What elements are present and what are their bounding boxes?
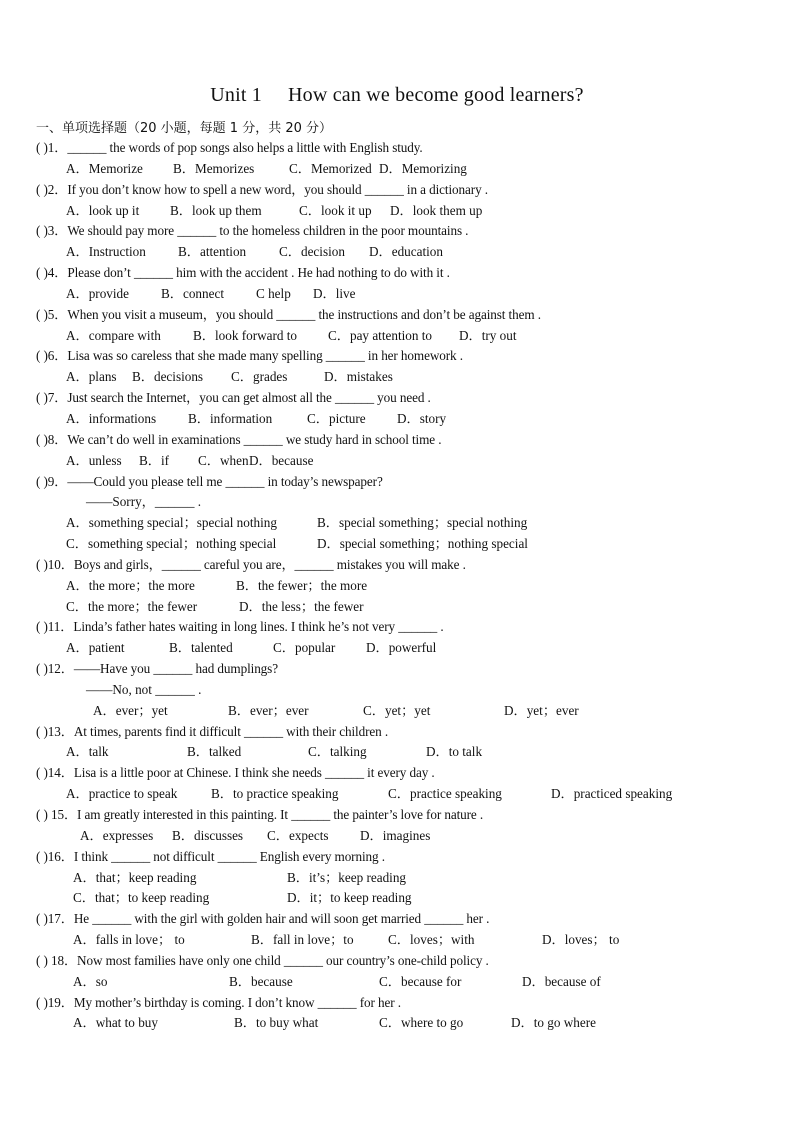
answer-option: B．Memorizes [173, 160, 255, 176]
answer-option: D．practiced speaking [551, 786, 673, 802]
question-stem: ( )9．——Could you please tell me ______ in today’s newspaper? [36, 473, 383, 489]
answer-option: C．yet；yet [363, 702, 431, 718]
options-row [36, 326, 776, 347]
answer-option: A．unless [66, 452, 122, 468]
unit-label: Unit 1 [210, 84, 263, 106]
answer-option: B．to buy what [234, 1015, 319, 1031]
answer-option: D．story [397, 410, 447, 426]
answer-option: B．fall in love；to [251, 932, 354, 948]
answer-option: C．picture [307, 410, 366, 426]
options-row [36, 888, 776, 909]
answer-option: C．talking [308, 744, 367, 760]
answer-option: D．try out [459, 327, 517, 343]
answer-option: C．expects [267, 827, 329, 843]
answer-option: D．live [313, 285, 356, 301]
answer-option: A．provide [66, 285, 129, 301]
answer-option: C．something special；nothing special [66, 536, 277, 552]
answer-option: D．to go where [511, 1015, 596, 1031]
question-stem: ( )5．When you visit a museum，you should ______ the instructions and don’t be against them . [36, 306, 541, 322]
options-row [36, 242, 776, 263]
answer-option: A．informations [66, 410, 157, 426]
page-title [0, 84, 794, 107]
question-stem: ( )4．Please don’t ______ him with the accident . He had nothing to do with it . [36, 265, 450, 281]
answer-option: C．loves；with [388, 932, 475, 948]
answer-option: B．attention [178, 244, 247, 260]
answer-option: B．look forward to [193, 327, 298, 343]
answer-option: A．Instruction [66, 244, 146, 260]
dialogue-line: ——No, not ______ . [86, 681, 202, 697]
answer-option: C．popular [273, 640, 336, 656]
options-row [36, 638, 776, 659]
options-row [36, 409, 776, 430]
options-row [36, 513, 776, 534]
question-stem: ( )7．Just search the Internet，you can get almost all the ______ you need . [36, 390, 431, 406]
answer-option: C．because for [379, 973, 462, 989]
answer-option: C．where to go [379, 1015, 464, 1031]
question-stem: ( )6．Lisa was so careless that she made many spelling ______ in her homework . [36, 348, 463, 364]
dialogue-line: ——Sorry，______ . [86, 494, 202, 510]
answer-option: C．when [198, 452, 249, 468]
question-stem: ( )2．If you don’t know how to spell a new word，you should ______ in a dictionary . [36, 181, 488, 197]
options-row [36, 930, 776, 951]
answer-option: B．talked [187, 744, 242, 760]
question-stem: ( )14．Lisa is a little poor at Chinese. I think she needs ______ it every day . [36, 765, 435, 781]
answer-option: D．to talk [426, 744, 483, 760]
question-stem: ( ) 18．Now most families have only one child ______ our country’s one-child policy . [36, 952, 489, 968]
answer-option: C．decision [279, 244, 345, 260]
answer-option: A．look up it [66, 202, 140, 218]
options-row [36, 201, 776, 222]
answer-option: A．Memorize [66, 160, 143, 176]
answer-option: D．it；to keep reading [287, 890, 412, 906]
answer-option: A．ever；yet [93, 702, 168, 718]
options-row [36, 284, 776, 305]
answer-option: A．the more；the more [66, 577, 195, 593]
answer-option: B．to practice speaking [211, 786, 339, 802]
answer-option: D．the less；the fewer [239, 598, 364, 614]
answer-option: D．mistakes [324, 369, 393, 385]
question-stem: ( )13．At times, parents find it difficult ______ with their children . [36, 723, 389, 739]
options-row [36, 784, 776, 805]
answer-option: B．ever；ever [228, 702, 309, 718]
unit-title: How can we become good learners? [288, 84, 584, 106]
answer-option: C．look it up [299, 202, 372, 218]
answer-option: C．that；to keep reading [73, 890, 210, 906]
answer-option: A．patient [66, 640, 125, 656]
answer-option: A．practice to speak [66, 786, 178, 802]
answer-option: B．information [188, 410, 273, 426]
answer-option: B．talented [169, 640, 233, 656]
question-stem: ( )11．Linda’s father hates waiting in long lines. I think he’s not very ______ . [36, 619, 444, 635]
options-row [36, 1013, 776, 1034]
answer-option: D．education [369, 244, 443, 260]
options-row [36, 701, 776, 722]
answer-option: D．powerful [366, 640, 437, 656]
answer-option: B．look up them [170, 202, 262, 218]
answer-option: D．yet；ever [504, 702, 579, 718]
answer-option: B．discusses [172, 827, 244, 843]
options-row [36, 742, 776, 763]
answer-option: C．grades [231, 369, 288, 385]
question-stem: ( )17．He ______ with the girl with golden hair and will soon get married ______ her . [36, 911, 490, 927]
answer-option: A．that；keep reading [73, 869, 197, 885]
question-stem: ( )3．We should pay more ______ to the homeless children in the poor mountains . [36, 223, 469, 239]
answer-option: A．so [73, 973, 108, 989]
answer-option: A．plans [66, 369, 117, 385]
answer-option: C．the more；the fewer [66, 598, 198, 614]
question-stem: ( )1．______ the words of pop songs also helps a little with English study. [36, 140, 423, 155]
answer-option: D．special something；nothing special [317, 536, 528, 552]
options-row [36, 826, 776, 847]
answer-option: A．falls in love； to [73, 932, 185, 948]
question-stem: ( )10．Boys and girls，______ careful you are，______ mistakes you will make . [36, 556, 466, 572]
answer-option: D．Memorizing [379, 160, 467, 176]
answer-option: B．connect [161, 285, 224, 301]
answer-option: A．something special；special nothing [66, 515, 277, 531]
answer-option: A．talk [66, 744, 109, 760]
answer-option: C．pay attention to [328, 327, 433, 343]
options-row [36, 451, 776, 472]
options-row [36, 534, 776, 555]
answer-option: D．imagines [360, 827, 431, 843]
section-heading: 一、单项选择题（20 小题，每题 1 分，共 20 分） [36, 121, 333, 136]
question-stem: ( )16．I think ______ not difficult ______ English every morning . [36, 848, 385, 864]
question-stem: ( ) 15．I am greatly interested in this painting. It ______ the painter’s love for nature . [36, 807, 484, 822]
answer-option: A．expresses [80, 827, 154, 843]
answer-option: C．Memorized [289, 160, 372, 176]
answer-option: A．compare with [66, 327, 161, 343]
answer-option: C help [256, 285, 291, 301]
options-row [36, 868, 776, 889]
answer-option: D．look them up [390, 202, 483, 218]
answer-option: D．because [249, 452, 314, 468]
question-list [36, 138, 776, 1034]
answer-option: C．practice speaking [388, 786, 502, 802]
question-stem: ( )12．——Have you ______ had dumplings? [36, 661, 278, 677]
answer-option: B．special something；special nothing [317, 515, 528, 531]
answer-option: D．loves； to [542, 932, 620, 948]
options-row [36, 972, 776, 993]
options-row [36, 367, 776, 388]
answer-option: B．if [139, 452, 170, 468]
options-row [36, 159, 776, 180]
answer-option: B．decisions [132, 369, 204, 385]
answer-option: A．what to buy [73, 1015, 158, 1031]
question-stem: ( )19．My mother’s birthday is coming. I don’t know ______ for her . [36, 994, 401, 1010]
answer-option: B．it’s；keep reading [287, 869, 407, 885]
answer-option: B．the fewer；the more [236, 577, 368, 593]
answer-option: B．because [229, 973, 293, 989]
answer-option: D．because of [522, 973, 601, 989]
options-row [36, 597, 776, 618]
question-stem: ( )8．We can’t do well in examinations ______ we study hard in school time . [36, 431, 442, 447]
options-row [36, 576, 776, 597]
